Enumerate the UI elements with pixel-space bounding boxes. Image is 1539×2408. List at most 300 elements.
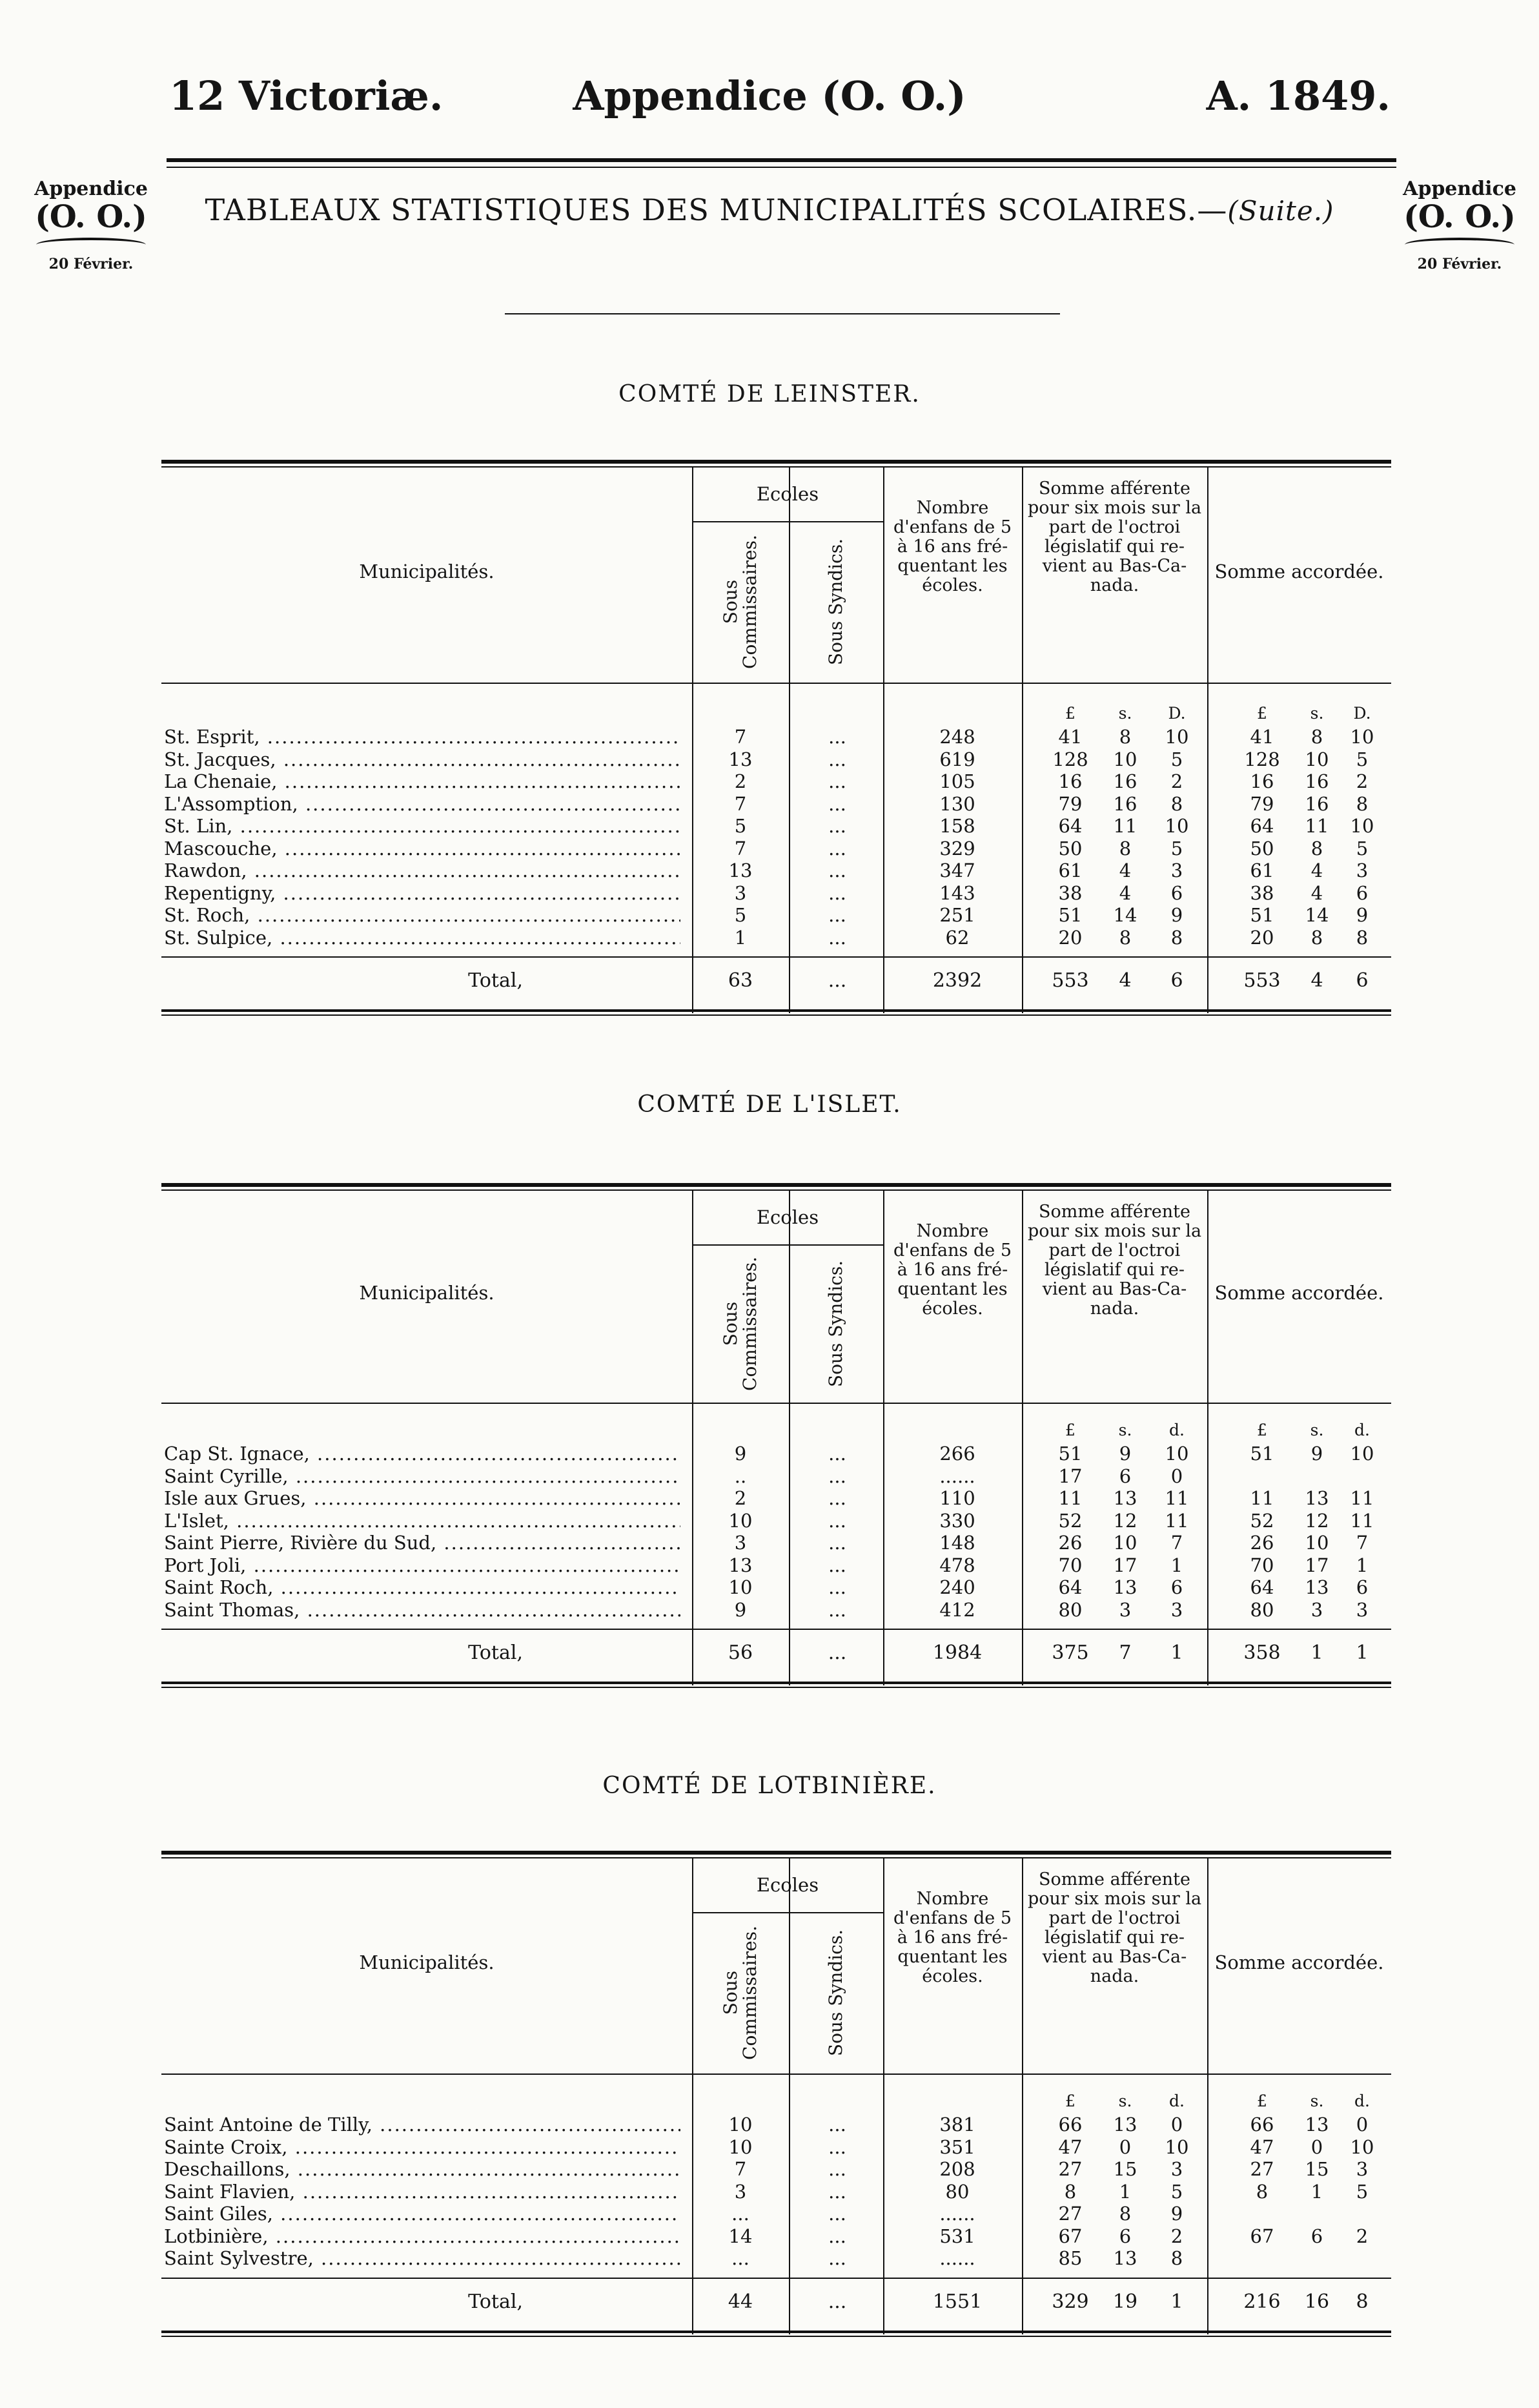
cell-nombre: 266 (939, 1443, 975, 1465)
cell-sous-syndics: ... (828, 770, 846, 792)
total-separator (161, 956, 1391, 958)
cell-nombre: 329 (939, 837, 975, 859)
cell-afferente: 16 (1113, 770, 1137, 792)
cell-nombre: 251 (939, 904, 975, 926)
cell-sous-syndics: ... (828, 1598, 846, 1621)
cell-sous-commissaires: 5 (734, 904, 747, 926)
cell-sous-commissaires: ... (731, 2247, 749, 2269)
unit-label-afferente: s. (1118, 2092, 1132, 2110)
total-afferente: 19 (1112, 2290, 1138, 2313)
total-sous-syndics: ... (828, 2290, 847, 2313)
column-header-sous-commissaires: Sous Commissaires. (720, 1256, 760, 1391)
cell-accordee: 41 (1250, 726, 1274, 748)
unit-label-afferente: d. (1169, 2092, 1185, 2110)
cell-accordee: 17 (1305, 1554, 1329, 1576)
cell-afferente: 11 (1165, 1487, 1189, 1509)
cell-accordee: 6 (1356, 1576, 1369, 1598)
cell-accordee: 10 (1350, 815, 1374, 837)
cell-afferente: 79 (1058, 792, 1083, 815)
cell-afferente: 16 (1058, 770, 1083, 792)
page-title-main: TABLEAUX STATISTIQUES DES MUNICIPALITÉS SCOLAIRES.— (205, 192, 1228, 227)
cell-accordee: 9 (1356, 904, 1369, 926)
statistics-table (161, 460, 1391, 1013)
total-afferente: 6 (1170, 969, 1183, 992)
cell-sous-syndics: ... (828, 1576, 846, 1598)
cell-accordee: 13 (1305, 1487, 1329, 1509)
cell-sous-commissaires: 2 (734, 770, 747, 792)
cell-sous-commissaires: .. (734, 1465, 747, 1487)
cell-sous-syndics: ... (828, 2180, 846, 2203)
municipality-name: Rawdon, ..... (164, 859, 680, 881)
cell-afferente: 8 (1064, 2180, 1077, 2203)
unit-label-accordee: £ (1257, 2092, 1267, 2110)
cell-accordee: 64 (1250, 815, 1274, 837)
municipality-name: St. Jacques, ..... (164, 748, 680, 770)
column-header-somme-afferente: Somme afférente pour six mois sur la part de l'octroi législatif qui re-vient au Bas-Ca-nada. (1027, 1869, 1202, 1986)
cell-accordee: 50 (1250, 837, 1274, 859)
cell-afferente: 11 (1113, 815, 1137, 837)
cell-afferente: 47 (1058, 2135, 1083, 2158)
cell-afferente: 2 (1170, 2225, 1183, 2247)
column-header-somme-afferente: Somme afférente pour six mois sur la part de l'octroi législatif qui re-vient au Bas-Ca-nada. (1027, 479, 1202, 595)
cell-accordee: 5 (1356, 2180, 1369, 2203)
cell-afferente: 3 (1170, 859, 1183, 881)
cell-sous-syndics: ... (828, 926, 846, 949)
cell-afferente: 1 (1170, 1554, 1183, 1576)
table-row (161, 1443, 1391, 1465)
unit-label-afferente: D. (1168, 704, 1186, 723)
unit-label-afferente: £ (1065, 1421, 1075, 1439)
cell-accordee: 64 (1250, 1576, 1274, 1598)
cell-nombre: 208 (939, 2158, 975, 2180)
table-row (161, 793, 1391, 816)
cell-sous-commissaires: 13 (728, 1554, 753, 1576)
cell-afferente: 13 (1113, 2114, 1137, 2135)
table-row (161, 927, 1391, 949)
cell-afferente: 3 (1119, 1598, 1132, 1621)
cell-afferente: 11 (1165, 1509, 1189, 1532)
cell-afferente: 6 (1170, 1576, 1183, 1598)
table-row (161, 904, 1391, 927)
column-header-somme-accordee: Somme accordée. (1214, 560, 1384, 582)
total-accordee: 1 (1356, 1641, 1369, 1664)
table-row (161, 2225, 1391, 2248)
municipality-name: Saint Thomas, ..... (164, 1599, 680, 1621)
total-separator (161, 2278, 1391, 2279)
cell-nombre: 347 (939, 859, 975, 881)
ecoles-span-rule (692, 1912, 883, 1913)
cell-sous-commissaires: 7 (734, 837, 747, 859)
column-header-municipalites: Municipalités. (359, 1951, 494, 1973)
cell-sous-syndics: ... (828, 837, 846, 859)
table-bottom-rule (161, 2331, 1391, 2337)
cell-afferente: 85 (1058, 2247, 1083, 2269)
cell-accordee: 1 (1356, 1554, 1369, 1576)
total-sous-commissaires: 63 (728, 969, 753, 992)
total-accordee: 1 (1310, 1641, 1323, 1664)
statistics-table (161, 1851, 1391, 2334)
total-label: Total, (468, 1641, 523, 1664)
table-body (161, 2114, 1391, 2270)
unit-label-accordee: D. (1353, 704, 1371, 723)
cell-afferente: 8 (1170, 926, 1183, 949)
cell-accordee: 6 (1356, 881, 1369, 904)
cell-accordee: 6 (1310, 2225, 1323, 2247)
cell-afferente: 20 (1058, 926, 1083, 949)
cell-afferente: 8 (1119, 926, 1132, 949)
cell-accordee: 5 (1356, 837, 1369, 859)
cell-accordee: 3 (1356, 2158, 1369, 2180)
total-afferente: 375 (1052, 1641, 1089, 1664)
running-header-right: A. 1849. (1206, 72, 1391, 119)
page-title (0, 192, 1539, 227)
ecoles-span-rule (692, 1244, 883, 1246)
table-row (161, 2114, 1391, 2136)
cell-afferente: 13 (1113, 1576, 1137, 1598)
total-accordee: 6 (1356, 969, 1369, 992)
cell-accordee: 16 (1305, 792, 1329, 815)
side-note-left-label: Appendice (34, 178, 148, 200)
municipality-name: Port Joli, ..... (164, 1554, 680, 1576)
total-nombre: 1984 (932, 1641, 983, 1664)
table-row (161, 838, 1391, 860)
total-accordee: 553 (1243, 969, 1281, 992)
cell-accordee: 0 (1356, 2114, 1369, 2135)
cell-afferente: 6 (1170, 881, 1183, 904)
cell-sous-syndics: ... (828, 815, 846, 837)
cell-afferente: 4 (1119, 859, 1132, 881)
cell-afferente: 6 (1119, 1465, 1132, 1487)
cell-sous-syndics: ... (828, 904, 846, 926)
total-nombre: 2392 (932, 969, 983, 992)
ecoles-span-rule (692, 521, 883, 522)
cell-afferente: 10 (1165, 726, 1189, 748)
municipality-name: Saint Cyrille, ..... (164, 1465, 680, 1487)
header-rule-thick (167, 158, 1396, 162)
cell-sous-syndics: ... (828, 792, 846, 815)
cell-sous-syndics: ... (828, 1554, 846, 1576)
cell-accordee: 80 (1250, 1598, 1274, 1621)
total-accordee: 216 (1243, 2290, 1281, 2313)
cell-afferente: 41 (1058, 726, 1083, 748)
unit-label-accordee: s. (1310, 2092, 1324, 2110)
total-accordee: 4 (1310, 969, 1323, 992)
cell-accordee: 13 (1305, 1576, 1329, 1598)
cell-afferente: 15 (1113, 2158, 1137, 2180)
cell-accordee: 3 (1310, 1598, 1323, 1621)
municipality-name: Isle aux Grues, ..... (164, 1487, 680, 1509)
cell-afferente: 51 (1058, 904, 1083, 926)
section-title-islet: COMTÉ DE L'ISLET. (637, 1091, 902, 1118)
cell-sous-syndics: ... (828, 726, 846, 748)
cell-afferente: 10 (1165, 815, 1189, 837)
municipality-name: Saint Giles, ..... (164, 2203, 680, 2225)
municipality-name: L'Assomption, ..... (164, 793, 680, 815)
unit-label-accordee: £ (1257, 704, 1267, 723)
cell-afferente: 1 (1119, 2180, 1132, 2203)
cell-nombre: 130 (939, 792, 975, 815)
cell-sous-commissaires: 9 (734, 1598, 747, 1621)
cell-accordee: 11 (1350, 1487, 1374, 1509)
cell-afferente: 0 (1170, 1465, 1183, 1487)
cell-sous-commissaires: 1 (734, 926, 747, 949)
municipality-name: Sainte Croix, ..... (164, 2136, 680, 2158)
cell-accordee: 1 (1310, 2180, 1323, 2203)
column-header-somme-afferente: Somme afférente pour six mois sur la part de l'octroi législatif qui re-vient au Bas-Ca-nada. (1027, 1202, 1202, 1319)
municipality-name: Saint Antoine de Tilly, ..... (164, 2114, 680, 2135)
municipality-name: Saint Pierre, Rivière du Sud, ..... (164, 1532, 680, 1554)
cell-nombre: 110 (939, 1487, 975, 1509)
cell-afferente: 4 (1119, 881, 1132, 904)
cell-sous-commissaires: 10 (728, 2135, 753, 2158)
cell-afferente: 5 (1170, 2180, 1183, 2203)
cell-sous-syndics: ... (828, 1509, 846, 1532)
total-accordee: 8 (1356, 2290, 1369, 2313)
cell-sous-syndics: ... (828, 859, 846, 881)
unit-label-accordee: £ (1257, 1421, 1267, 1439)
cell-sous-syndics: ... (828, 2114, 846, 2135)
cell-nombre: 240 (939, 1576, 975, 1598)
cell-afferente: 10 (1113, 1532, 1137, 1554)
column-header-sous-commissaires: Sous Commissaires. (720, 535, 760, 669)
brace-mark (1405, 238, 1514, 252)
cell-sous-commissaires: 14 (728, 2225, 753, 2247)
table-row (161, 1510, 1391, 1532)
cell-afferente: 8 (1119, 726, 1132, 748)
cell-sous-syndics: ... (828, 2203, 846, 2225)
cell-nombre: 351 (939, 2135, 975, 2158)
column-header-nombre: Nombre d'enfans de 5 à 16 ans fré-quentant les écoles. (893, 1889, 1012, 1986)
table-row (161, 748, 1391, 771)
cell-nombre: 80 (945, 2180, 970, 2203)
column-header-nombre: Nombre d'enfans de 5 à 16 ans fré-quentant les écoles. (893, 498, 1012, 595)
cell-accordee: 27 (1250, 2158, 1274, 2180)
cell-afferente: 0 (1170, 2114, 1183, 2135)
cell-sous-syndics: ... (828, 1443, 846, 1465)
cell-afferente: 8 (1170, 792, 1183, 815)
cell-nombre: 531 (939, 2225, 975, 2247)
cell-sous-syndics: ... (828, 1465, 846, 1487)
column-header-somme-accordee: Somme accordée. (1214, 1951, 1384, 1973)
cell-accordee: 10 (1305, 748, 1329, 770)
cell-afferente: 16 (1113, 792, 1137, 815)
total-accordee: 358 (1243, 1641, 1281, 1664)
cell-accordee: 8 (1310, 726, 1323, 748)
cell-sous-commissaires: 13 (728, 748, 753, 770)
cell-nombre: ...... (939, 2247, 975, 2269)
table-row (161, 770, 1391, 793)
cell-afferente: 128 (1052, 748, 1088, 770)
table-row (161, 726, 1391, 748)
cell-sous-syndics: ... (828, 2158, 846, 2180)
table-row (161, 2203, 1391, 2225)
table-row (161, 882, 1391, 905)
cell-accordee: 8 (1256, 2180, 1269, 2203)
unit-label-accordee: s. (1310, 704, 1324, 723)
municipality-name: Saint Flavien, ..... (164, 2181, 680, 2203)
cell-afferente: 10 (1165, 1443, 1189, 1465)
cell-accordee: 5 (1356, 748, 1369, 770)
cell-accordee: 11 (1250, 1487, 1274, 1509)
cell-afferente: 13 (1113, 2247, 1137, 2269)
cell-accordee: 12 (1305, 1509, 1329, 1532)
total-afferente: 329 (1052, 2290, 1089, 2313)
side-note-right-label: Appendice (1403, 178, 1516, 200)
municipality-name: La Chenaie, ..... (164, 770, 680, 792)
cell-nombre: 381 (939, 2114, 975, 2135)
total-separator (161, 1629, 1391, 1630)
column-header-municipalites: Municipalités. (359, 560, 494, 582)
cell-accordee: 61 (1250, 859, 1274, 881)
total-sous-commissaires: 44 (728, 2290, 753, 2313)
cell-sous-syndics: ... (828, 2225, 846, 2247)
municipality-name: Saint Roch, ..... (164, 1576, 680, 1598)
cell-afferente: 5 (1170, 748, 1183, 770)
cell-accordee: 3 (1356, 859, 1369, 881)
header-rule-thin (167, 167, 1396, 168)
table-top-rule (161, 1183, 1391, 1191)
table-top-rule (161, 1851, 1391, 1858)
cell-sous-commissaires: 13 (728, 859, 753, 881)
column-header-somme-accordee: Somme accordée. (1214, 1282, 1384, 1304)
municipality-name: Saint Sylvestre, ..... (164, 2247, 680, 2269)
table-row (161, 1599, 1391, 1621)
table-row (161, 2247, 1391, 2270)
table-row (161, 2158, 1391, 2181)
section-title-leinster: COMTÉ DE LEINSTER. (618, 381, 921, 407)
table-top-rule (161, 460, 1391, 468)
cell-sous-commissaires: 7 (734, 2158, 747, 2180)
cell-sous-commissaires: 3 (734, 881, 747, 904)
page-title-suite: (Suite.) (1227, 195, 1334, 227)
cell-accordee: 10 (1350, 726, 1374, 748)
cell-accordee: 67 (1250, 2225, 1274, 2247)
cell-sous-commissaires: 3 (734, 1532, 747, 1554)
cell-afferente: 70 (1058, 1554, 1083, 1576)
cell-afferente: 8 (1119, 837, 1132, 859)
cell-afferente: 0 (1119, 2135, 1132, 2158)
cell-accordee: 47 (1250, 2135, 1274, 2158)
cell-sous-commissaires: 10 (728, 1509, 753, 1532)
total-afferente: 7 (1119, 1641, 1132, 1664)
cell-accordee: 16 (1250, 770, 1274, 792)
cell-accordee: 8 (1356, 792, 1369, 815)
total-sous-syndics: ... (828, 969, 847, 992)
table-bottom-rule (161, 1009, 1391, 1016)
cell-accordee: 66 (1250, 2114, 1274, 2135)
cell-sous-commissaires: 10 (728, 1576, 753, 1598)
cell-accordee: 79 (1250, 792, 1274, 815)
cell-afferente: 7 (1170, 1532, 1183, 1554)
cell-accordee: 16 (1305, 770, 1329, 792)
column-header-sous-syndics: Sous Syndics. (825, 1929, 846, 2057)
running-header-left: 12 Victoriæ. (169, 72, 443, 119)
cell-afferente: 3 (1170, 2158, 1183, 2180)
column-header-ecoles: Ecoles (756, 483, 819, 505)
cell-accordee: 4 (1310, 859, 1323, 881)
cell-nombre: 105 (939, 770, 975, 792)
table-row (161, 1532, 1391, 1554)
cell-nombre: ...... (939, 2203, 975, 2225)
municipality-name: St. Sulpice, ..... (164, 927, 680, 949)
cell-accordee: 70 (1250, 1554, 1274, 1576)
cell-accordee: 0 (1310, 2135, 1323, 2158)
cell-sous-commissaires: 7 (734, 792, 747, 815)
cell-afferente: 64 (1058, 1576, 1083, 1598)
cell-afferente: 11 (1058, 1487, 1083, 1509)
cell-afferente: 8 (1170, 2247, 1183, 2269)
cell-sous-commissaires: 10 (728, 2114, 753, 2135)
unit-label-afferente: £ (1065, 704, 1075, 723)
unit-label-afferente: d. (1169, 1421, 1185, 1439)
cell-afferente: 9 (1119, 1443, 1132, 1465)
column-header-sous-syndics: Sous Syndics. (825, 1260, 846, 1387)
cell-afferente: 13 (1113, 1487, 1137, 1509)
running-header-center: Appendice (O. O.) (573, 72, 966, 119)
cell-accordee: 2 (1356, 2225, 1369, 2247)
column-header-nombre: Nombre d'enfans de 5 à 16 ans fré-quentant les écoles. (893, 1221, 1012, 1319)
table-row (161, 2136, 1391, 2159)
cell-nombre: 619 (939, 748, 975, 770)
cell-afferente: 38 (1058, 881, 1083, 904)
side-note-left-date: 20 Février. (48, 256, 134, 273)
unit-label-afferente: s. (1118, 1421, 1132, 1439)
cell-nombre: 158 (939, 815, 975, 837)
cell-accordee: 4 (1310, 881, 1323, 904)
cell-afferente: 2 (1170, 770, 1183, 792)
cell-afferente: 51 (1058, 1443, 1083, 1465)
municipality-name: Lotbinière, ..... (164, 2225, 680, 2247)
cell-sous-commissaires: ... (731, 2203, 749, 2225)
total-label: Total, (468, 969, 523, 992)
cell-afferente: 26 (1058, 1532, 1083, 1554)
cell-sous-commissaires: 9 (734, 1443, 747, 1465)
cell-afferente: 9 (1170, 2203, 1183, 2225)
cell-nombre: ...... (939, 1465, 975, 1487)
cell-accordee: 7 (1356, 1532, 1369, 1554)
total-sous-commissaires: 56 (728, 1641, 753, 1664)
table-row (161, 1576, 1391, 1599)
cell-afferente: 10 (1165, 2135, 1189, 2158)
table-row (161, 859, 1391, 882)
cell-accordee: 52 (1250, 1509, 1274, 1532)
cell-sous-syndics: ... (828, 2247, 846, 2269)
total-sous-syndics: ... (828, 1641, 847, 1664)
table-row (161, 1465, 1391, 1488)
side-note-right-date: 20 Février. (1417, 256, 1502, 273)
side-note-right-ref: (O. O.) (1403, 199, 1516, 235)
cell-nombre: 143 (939, 881, 975, 904)
cell-accordee: 51 (1250, 1443, 1274, 1465)
unit-label-accordee: d. (1354, 1421, 1370, 1439)
cell-accordee: 15 (1305, 2158, 1329, 2180)
total-accordee: 16 (1304, 2290, 1330, 2313)
cell-accordee: 11 (1350, 1509, 1374, 1532)
side-note-left-ref: (O. O.) (35, 199, 147, 235)
cell-accordee: 11 (1305, 815, 1329, 837)
cell-afferente: 17 (1058, 1465, 1083, 1487)
cell-accordee: 3 (1356, 1598, 1369, 1621)
cell-accordee: 8 (1310, 926, 1323, 949)
cell-afferente: 14 (1113, 904, 1137, 926)
cell-nombre: 62 (945, 926, 970, 949)
cell-afferente: 10 (1113, 748, 1137, 770)
cell-afferente: 66 (1058, 2114, 1083, 2135)
total-nombre: 1551 (932, 2290, 983, 2313)
column-header-sous-syndics: Sous Syndics. (825, 538, 846, 666)
unit-label-accordee: d. (1354, 2092, 1370, 2110)
cell-afferente: 52 (1058, 1509, 1083, 1532)
